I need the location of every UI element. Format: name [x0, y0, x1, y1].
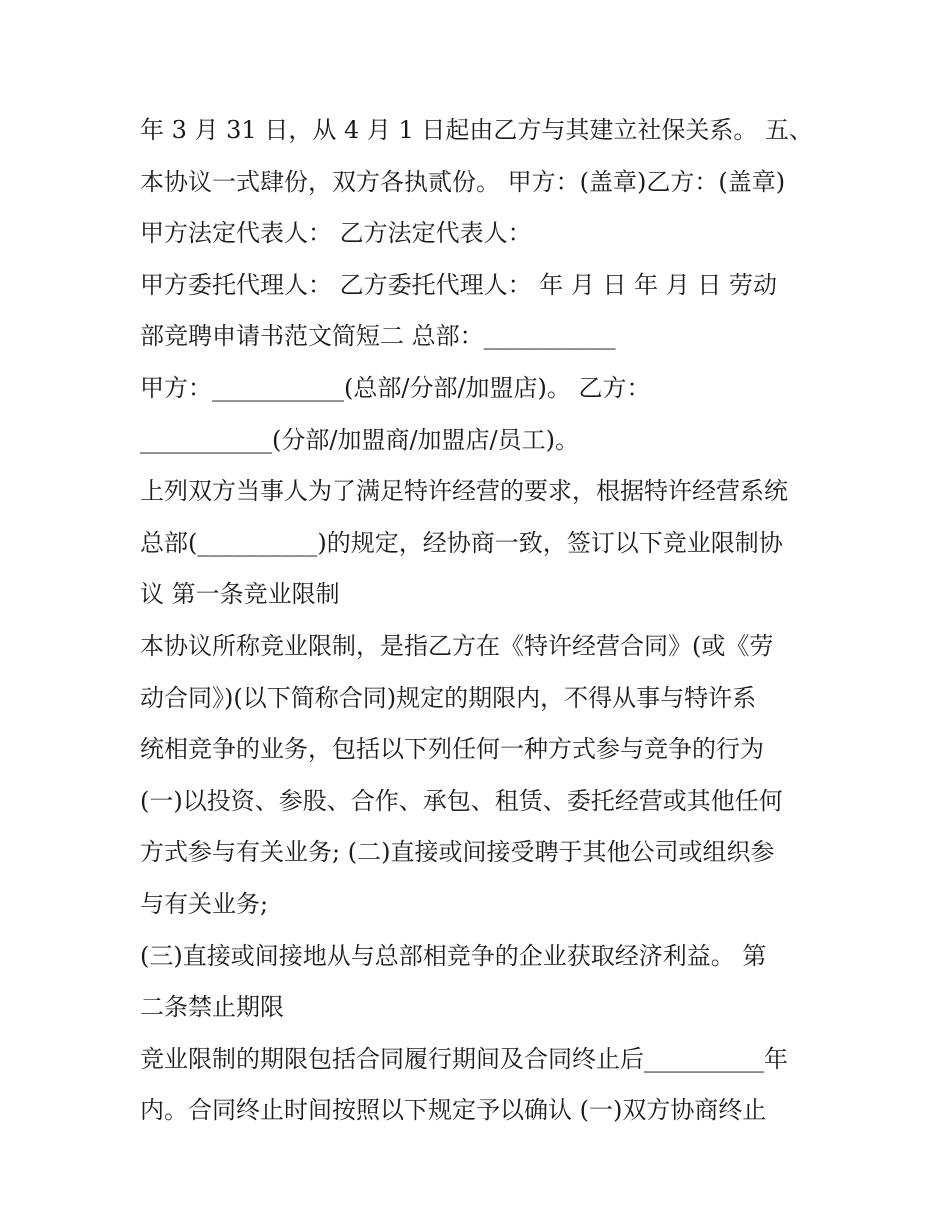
text-line-19: 竞业限制的期限包括合同履行期间及合同终止后__________年 — [140, 1044, 788, 1073]
text-line-10: 议 第一条竞业限制 — [140, 580, 340, 609]
text-line-7: ___________(分部/加盟商/加盟店/员工)。 — [140, 425, 579, 454]
text-line-18: 二条禁止期限 — [140, 993, 284, 1022]
text-line-6: 甲方：___________(总部/分部/加盟店)。 乙方： — [140, 373, 651, 402]
text-line-13: 统相竞争的业务，包括以下列任何一种方式参与竞争的行为 — [140, 735, 764, 764]
text-line-11: 本协议所称竞业限制，是指乙方在《特许经营合同》(或《劳 — [140, 631, 774, 660]
document-body — [140, 108, 830, 1140]
text-line-12: 动合同》)(以下简称合同)规定的期限内，不得从事与特许系 — [140, 683, 757, 712]
text-line-16: 与有关业务; — [140, 889, 269, 918]
text-line-4: 甲方委托代理人： 乙方委托代理人： 年 月 日 年 月 日 劳动 — [140, 270, 778, 299]
text-line-5: 部竞聘申请书范文简短二 总部：___________ — [140, 322, 616, 351]
text-line-17: (三)直接或间接地从与总部相竞争的企业获取经济利益。 第 — [140, 941, 767, 970]
text-line-15: 方式参与有关业务; (二)直接或间接受聘于其他公司或组织参 — [140, 838, 775, 867]
text-line-20: 内。合同终止时间按照以下规定予以确认 (一)双方协商终止 — [140, 1096, 767, 1125]
text-line-14: (一)以投资、参股、合作、承包、租赁、委托经营或其他任何 — [140, 786, 783, 815]
text-line-9: 总部(__________)的规定，经协商一致，签订以下竞业限制协 — [140, 528, 783, 557]
text-line-8: 上列双方当事人为了满足特许经营的要求，根据特许经营系统 — [140, 477, 788, 506]
text-line-3: 甲方法定代表人： 乙方法定代表人： — [140, 219, 532, 248]
text-line-1: 年 3 月 31 日，从 4 月 1 日起由乙方与其建立社保关系。 五、 — [140, 116, 814, 144]
text-line-2: 本协议一式肆份，双方各执贰份。 甲方：(盖章)乙方：(盖章) — [140, 167, 786, 196]
